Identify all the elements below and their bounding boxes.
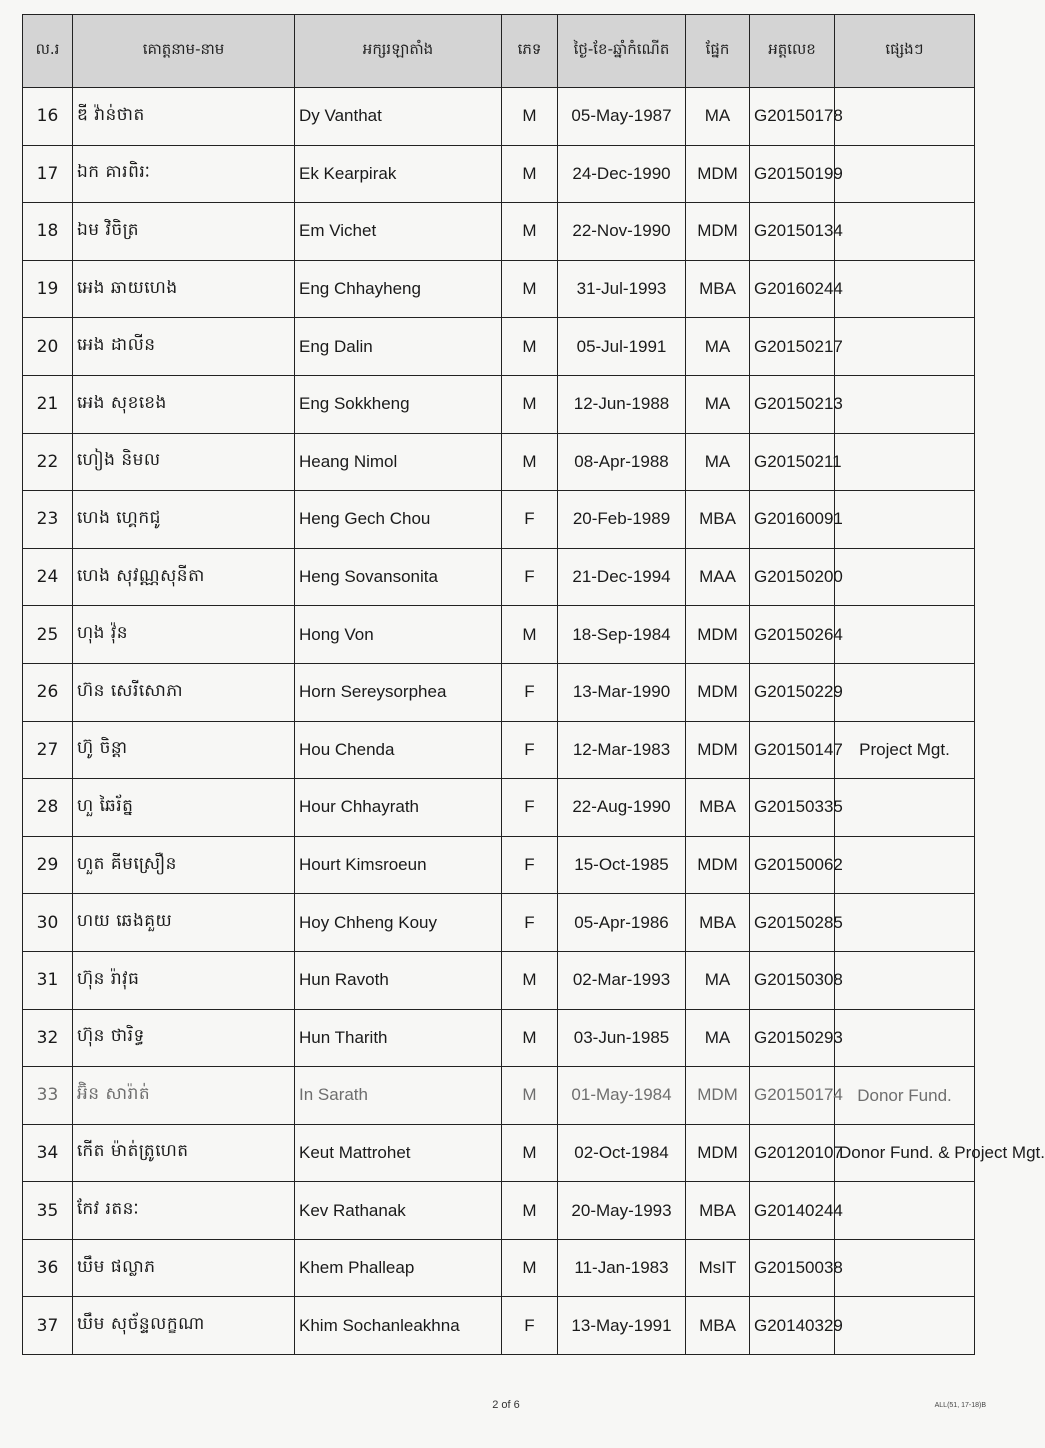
sex: M xyxy=(502,433,558,491)
sex: F xyxy=(502,894,558,952)
table-row xyxy=(23,663,975,721)
row-number: 31 xyxy=(23,951,73,1009)
date-of-birth: 13-May-1991 xyxy=(558,1297,686,1355)
student-id: G20150213 xyxy=(750,375,835,433)
latin-name: Heng Sovansonita xyxy=(295,548,502,606)
latin-name: Hun Ravoth xyxy=(295,951,502,1009)
sex: M xyxy=(502,203,558,261)
department: MDM xyxy=(686,1067,750,1125)
sex: M xyxy=(502,318,558,376)
row-number: 30 xyxy=(23,894,73,952)
sex: M xyxy=(502,260,558,318)
department: MDM xyxy=(686,663,750,721)
date-of-birth: 12-Jun-1988 xyxy=(558,375,686,433)
latin-name: Khem Phalleap xyxy=(295,1239,502,1297)
student-id: G20140329 xyxy=(750,1297,835,1355)
table-row xyxy=(23,1009,975,1067)
table-row xyxy=(23,548,975,606)
row-number: 35 xyxy=(23,1182,73,1240)
latin-name: In Sarath xyxy=(295,1067,502,1125)
sex: M xyxy=(502,951,558,1009)
row-number: 27 xyxy=(23,721,73,779)
department: MDM xyxy=(686,145,750,203)
latin-name: Hou Chenda xyxy=(295,721,502,779)
student-id: G20150038 xyxy=(750,1239,835,1297)
student-id: G20150147 xyxy=(750,721,835,779)
row-number: 24 xyxy=(23,548,73,606)
sex: M xyxy=(502,145,558,203)
date-of-birth: 22-Nov-1990 xyxy=(558,203,686,261)
date-of-birth: 22-Aug-1990 xyxy=(558,779,686,837)
latin-name: Eng Sokkheng xyxy=(295,375,502,433)
note xyxy=(835,145,975,203)
table-row xyxy=(23,894,975,952)
header-latin-name: អក្សរឡាតាំង xyxy=(295,15,502,88)
student-id: G20120107 xyxy=(750,1124,835,1182)
date-of-birth: 11-Jan-1983 xyxy=(558,1239,686,1297)
khmer-name: ហយ ឆេងគួយ xyxy=(73,894,295,952)
row-number: 16 xyxy=(23,88,73,146)
khmer-name: ហ៊ន សេរីសោភា xyxy=(73,663,295,721)
row-number: 26 xyxy=(23,663,73,721)
row-number: 36 xyxy=(23,1239,73,1297)
student-id: G20150264 xyxy=(750,606,835,664)
header-row xyxy=(23,15,975,88)
khmer-name: ហួ ឆៃរ័ត្ន xyxy=(73,779,295,837)
note xyxy=(835,606,975,664)
table-row xyxy=(23,88,975,146)
header-sex: ភេទ xyxy=(502,15,558,88)
student-id: G20150134 xyxy=(750,203,835,261)
department: MDM xyxy=(686,836,750,894)
date-of-birth: 24-Dec-1990 xyxy=(558,145,686,203)
department: MDM xyxy=(686,721,750,779)
row-number: 33 xyxy=(23,1067,73,1125)
date-of-birth: 02-Mar-1993 xyxy=(558,951,686,1009)
khmer-name: ហួត គីមស្រឿន xyxy=(73,836,295,894)
department: MBA xyxy=(686,894,750,952)
latin-name: Hour Chhayrath xyxy=(295,779,502,837)
row-number: 19 xyxy=(23,260,73,318)
khmer-name: ហុង វ៉ុន xyxy=(73,606,295,664)
latin-name: Khim Sochanleakhna xyxy=(295,1297,502,1355)
note xyxy=(835,1182,975,1240)
row-number: 17 xyxy=(23,145,73,203)
khmer-name: ឌី វ៉ាន់ថាត xyxy=(73,88,295,146)
sex: F xyxy=(502,491,558,549)
department: MAA xyxy=(686,548,750,606)
khmer-name: ហ៊ុន ថារិទ្ធ xyxy=(73,1009,295,1067)
note xyxy=(835,1297,975,1355)
date-of-birth: 13-Mar-1990 xyxy=(558,663,686,721)
note xyxy=(835,318,975,376)
khmer-name: ហៀង និមល xyxy=(73,433,295,491)
row-number: 21 xyxy=(23,375,73,433)
header-dept: ផ្នែក xyxy=(686,15,750,88)
table-row xyxy=(23,318,975,376)
table-row xyxy=(23,433,975,491)
sex: M xyxy=(502,1009,558,1067)
department: MA xyxy=(686,1009,750,1067)
note: Donor Fund. xyxy=(835,1067,975,1125)
sex: M xyxy=(502,606,558,664)
student-id: G20150199 xyxy=(750,145,835,203)
table-row xyxy=(23,721,975,779)
table-row xyxy=(23,1297,975,1355)
student-id: G20150174 xyxy=(750,1067,835,1125)
latin-name: Eng Dalin xyxy=(295,318,502,376)
student-id: G20150211 xyxy=(750,433,835,491)
date-of-birth: 08-Apr-1988 xyxy=(558,433,686,491)
table-row xyxy=(23,951,975,1009)
header-dob: ថ្ងៃ-ខែ-ឆ្នាំកំណើត xyxy=(558,15,686,88)
latin-name: Em Vichet xyxy=(295,203,502,261)
date-of-birth: 01-May-1984 xyxy=(558,1067,686,1125)
department: MDM xyxy=(686,606,750,664)
table-row xyxy=(23,1124,975,1182)
note: Project Mgt. xyxy=(835,721,975,779)
department: MBA xyxy=(686,1182,750,1240)
note xyxy=(835,88,975,146)
department: MBA xyxy=(686,1297,750,1355)
header-note: ផ្សេងៗ xyxy=(835,15,975,88)
khmer-name: ឯក គារពិរៈ xyxy=(73,145,295,203)
department: MA xyxy=(686,318,750,376)
student-id: G20140244 xyxy=(750,1182,835,1240)
khmer-name: អេង ដាលីន xyxy=(73,318,295,376)
sex: F xyxy=(502,836,558,894)
khmer-name: អ៊ិន សារ៉ាត់ xyxy=(73,1067,295,1125)
header-id: អត្តលេខ xyxy=(750,15,835,88)
note xyxy=(835,779,975,837)
roster-body xyxy=(23,88,1045,1355)
table-row xyxy=(23,260,975,318)
student-id: G20150335 xyxy=(750,779,835,837)
header-khmer-name: គោត្តនាម-នាម xyxy=(73,15,295,88)
sex: M xyxy=(502,88,558,146)
khmer-name: កែវ រតនៈ xyxy=(73,1182,295,1240)
header-no: ល.រ xyxy=(23,15,73,88)
latin-name: Keut Mattrohet xyxy=(295,1124,502,1182)
student-roster-table xyxy=(22,14,1045,1355)
page-number: 2 of 6 xyxy=(492,1399,520,1411)
latin-name: Kev Rathanak xyxy=(295,1182,502,1240)
row-number: 25 xyxy=(23,606,73,664)
latin-name: Heng Gech Chou xyxy=(295,491,502,549)
department: MA xyxy=(686,951,750,1009)
table-row xyxy=(23,203,975,261)
sex: M xyxy=(502,1124,558,1182)
note xyxy=(835,203,975,261)
sex: M xyxy=(502,1067,558,1125)
table-row xyxy=(23,1182,975,1240)
date-of-birth: 02-Oct-1984 xyxy=(558,1124,686,1182)
table-row xyxy=(23,375,975,433)
row-number: 20 xyxy=(23,318,73,376)
latin-name: Hourt Kimsroeun xyxy=(295,836,502,894)
table-row xyxy=(23,1239,975,1297)
note xyxy=(835,260,975,318)
row-number: 29 xyxy=(23,836,73,894)
table-row xyxy=(23,836,975,894)
row-number: 34 xyxy=(23,1124,73,1182)
date-of-birth: 18-Sep-1984 xyxy=(558,606,686,664)
sex: M xyxy=(502,375,558,433)
khmer-name: អេង ឆាយហេង xyxy=(73,260,295,318)
latin-name: Ek Kearpirak xyxy=(295,145,502,203)
department: MsIT xyxy=(686,1239,750,1297)
student-id: G20150178 xyxy=(750,88,835,146)
date-of-birth: 31-Jul-1993 xyxy=(558,260,686,318)
sex: F xyxy=(502,721,558,779)
khmer-name: ឃឹម សុច័ន្ទលក្ខណា xyxy=(73,1297,295,1355)
date-of-birth: 20-Feb-1989 xyxy=(558,491,686,549)
note xyxy=(835,1009,975,1067)
sex: F xyxy=(502,548,558,606)
note: Donor Fund. & Project Mgt. xyxy=(835,1124,975,1182)
latin-name: Eng Chhayheng xyxy=(295,260,502,318)
note xyxy=(835,836,975,894)
note xyxy=(835,663,975,721)
student-id: G20150062 xyxy=(750,836,835,894)
department: MA xyxy=(686,88,750,146)
sex: M xyxy=(502,1182,558,1240)
note xyxy=(835,1239,975,1297)
department: MDM xyxy=(686,1124,750,1182)
row-number: 28 xyxy=(23,779,73,837)
student-id: G20150308 xyxy=(750,951,835,1009)
khmer-name: អេង សុខខេង xyxy=(73,375,295,433)
date-of-birth: 03-Jun-1985 xyxy=(558,1009,686,1067)
department: MBA xyxy=(686,491,750,549)
student-id: G20150293 xyxy=(750,1009,835,1067)
note xyxy=(835,433,975,491)
date-of-birth: 21-Dec-1994 xyxy=(558,548,686,606)
khmer-name: ហ៊ុន រ៉ាវុធ xyxy=(73,951,295,1009)
department: MBA xyxy=(686,260,750,318)
student-id: G20150229 xyxy=(750,663,835,721)
note xyxy=(835,375,975,433)
khmer-name: កើត ម៉ាត់ត្រូហេត xyxy=(73,1124,295,1182)
latin-name: Heang Nimol xyxy=(295,433,502,491)
department: MA xyxy=(686,433,750,491)
khmer-name: ហេង សុវណ្ណសុនីតា xyxy=(73,548,295,606)
sex: M xyxy=(502,1239,558,1297)
latin-name: Hong Von xyxy=(295,606,502,664)
table-row xyxy=(23,145,975,203)
department: MDM xyxy=(686,203,750,261)
date-of-birth: 15-Oct-1985 xyxy=(558,836,686,894)
row-number: 32 xyxy=(23,1009,73,1067)
student-id: G20160244 xyxy=(750,260,835,318)
date-of-birth: 05-Jul-1991 xyxy=(558,318,686,376)
date-of-birth: 20-May-1993 xyxy=(558,1182,686,1240)
note xyxy=(835,491,975,549)
latin-name: Hun Tharith xyxy=(295,1009,502,1067)
row-number: 22 xyxy=(23,433,73,491)
latin-name: Hoy Chheng Kouy xyxy=(295,894,502,952)
document-reference: ALL(51, 17-18)B xyxy=(934,1402,986,1409)
table-row xyxy=(23,779,975,837)
khmer-name: ហេង ហ្គេកជូ xyxy=(73,491,295,549)
khmer-name: ឃឹម ផល្លាភ xyxy=(73,1239,295,1297)
khmer-name: ឯម វិចិត្រ xyxy=(73,203,295,261)
table-row xyxy=(23,491,975,549)
student-id: G20150285 xyxy=(750,894,835,952)
latin-name: Horn Sereysorphea xyxy=(295,663,502,721)
sex: F xyxy=(502,779,558,837)
table-row xyxy=(23,606,975,664)
row-number: 37 xyxy=(23,1297,73,1355)
sex: F xyxy=(502,1297,558,1355)
student-id: G20160091 xyxy=(750,491,835,549)
latin-name: Dy Vanthat xyxy=(295,88,502,146)
note xyxy=(835,951,975,1009)
note xyxy=(835,894,975,952)
sex: F xyxy=(502,663,558,721)
khmer-name: ហ៊ូ ចិន្តា xyxy=(73,721,295,779)
department: MBA xyxy=(686,779,750,837)
row-number: 18 xyxy=(23,203,73,261)
date-of-birth: 05-Apr-1986 xyxy=(558,894,686,952)
date-of-birth: 05-May-1987 xyxy=(558,88,686,146)
row-number: 23 xyxy=(23,491,73,549)
student-id: G20150200 xyxy=(750,548,835,606)
department: MA xyxy=(686,375,750,433)
table-row xyxy=(23,1067,975,1125)
note xyxy=(835,548,975,606)
student-id: G20150217 xyxy=(750,318,835,376)
date-of-birth: 12-Mar-1983 xyxy=(558,721,686,779)
